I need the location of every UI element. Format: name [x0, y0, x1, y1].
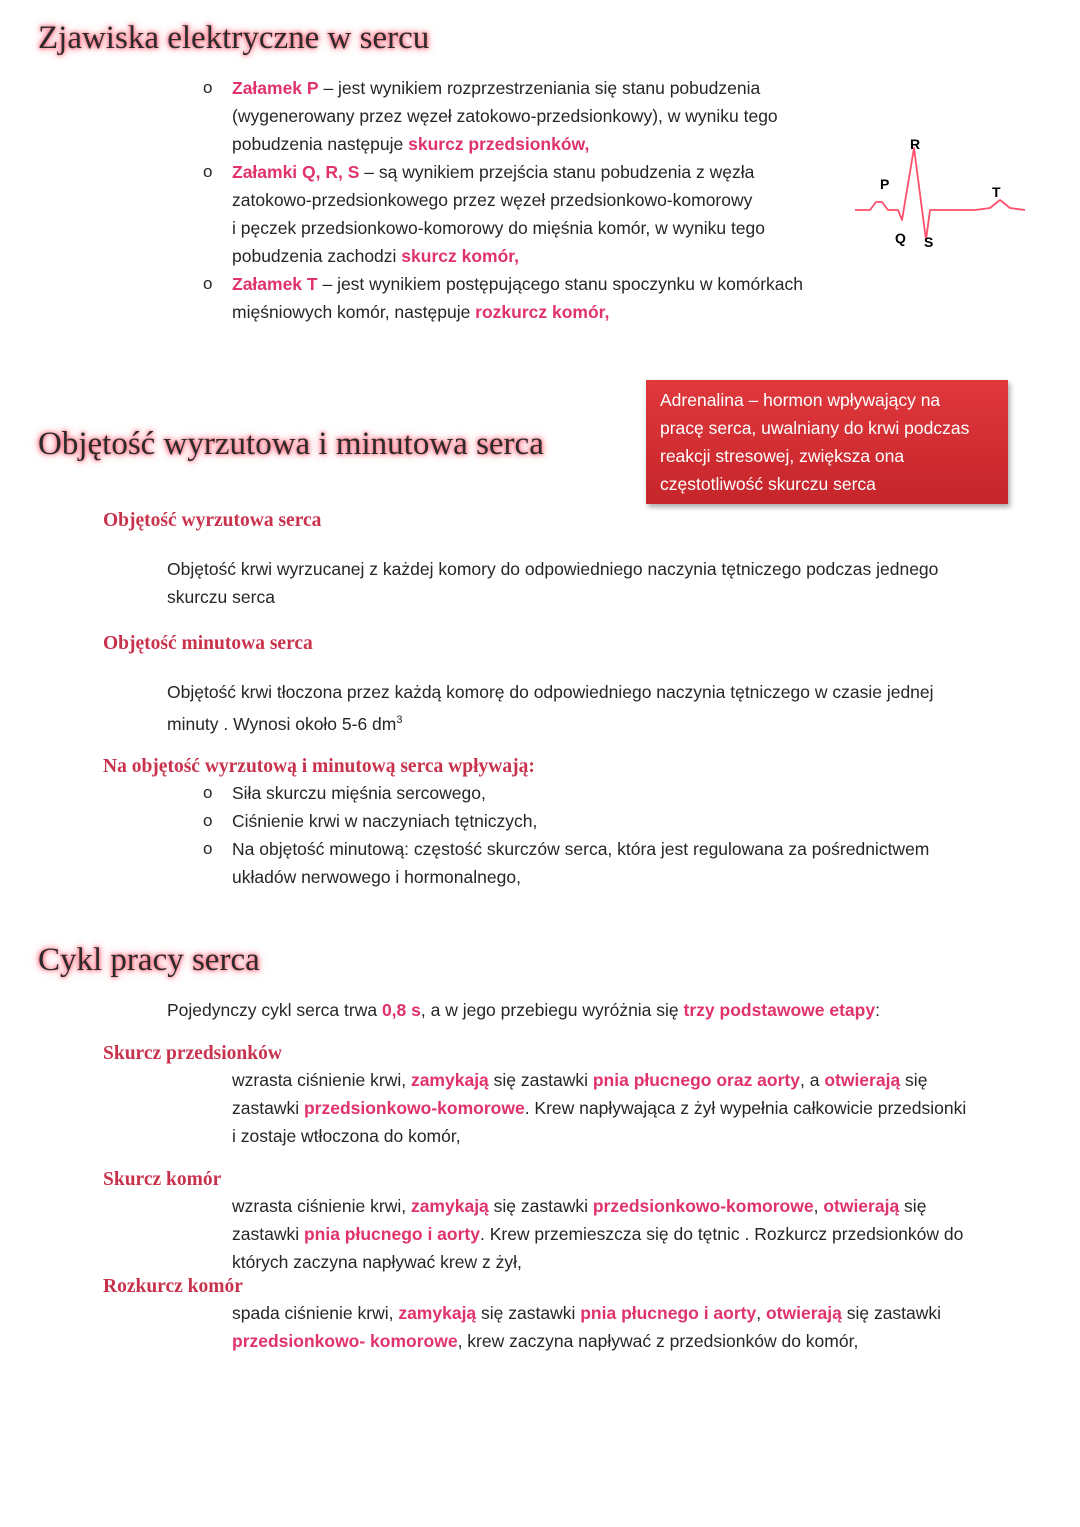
text: spada ciśnienie krwi, — [232, 1303, 399, 1323]
highlight: rozkurcz komór, — [475, 302, 610, 322]
ecg-diagram — [850, 130, 1035, 255]
ecg-label-r: R — [910, 136, 921, 152]
highlight: zamykają — [398, 1303, 477, 1323]
ecg-label-t: T — [992, 184, 1001, 200]
atrial-line-1 — [232, 1066, 927, 1094]
text: , a — [799, 1070, 825, 1090]
highlight: skurcz komór, — [401, 246, 519, 266]
text: : — [875, 1000, 880, 1020]
stroke-volume-line-2: skurczu serca — [167, 587, 275, 607]
text: się — [900, 1070, 928, 1090]
highlight: zamykają — [410, 1070, 489, 1090]
heading-electrical: Zjawiska elektryczne w sercu — [38, 20, 430, 56]
text: się zastawki — [476, 1303, 581, 1323]
callout-line: Adrenalina – hormon wpływający na — [660, 390, 941, 410]
factor-item: Na objętość minutową: częstość skurczów serca, która jest regulowana za pośrednictwem — [232, 839, 930, 859]
heading-volume: Objętość wyrzutowa i minutowa serca — [38, 426, 544, 462]
highlight: przedsionkowo-komorowe — [592, 1196, 814, 1216]
bullet: o — [203, 811, 213, 830]
minute-volume-line-1: Objętość krwi tłoczona przez każdą komorę do odpowiedniego naczynia tętniczego w czasie jednej — [167, 682, 934, 702]
t-wave-text: mięśniowych komór, następuje — [232, 302, 476, 322]
highlight: otwierają — [765, 1303, 842, 1323]
subheading-factors: Na objętość wyrzutową i minutową serca wpływają: — [103, 756, 535, 777]
heading-cycle: Cykl pracy serca — [38, 942, 260, 978]
text: , a w jego przebiegu wyróżnia się — [420, 1000, 684, 1020]
text: , — [756, 1303, 766, 1323]
callout-line: pracę serca, uwalniany do krwi podczas — [660, 418, 970, 438]
qrs-text: pobudzenia zachodzi — [232, 246, 402, 266]
subheading-ventricular-systole: Skurcz komór — [103, 1169, 222, 1190]
adrenaline-callout — [646, 380, 1008, 504]
subheading-atrial-systole: Skurcz przedsionków — [103, 1043, 282, 1064]
p-wave-line-2: (wygenerowany przez węzeł zatokowo-przedsionkowy), w wyniku tego — [232, 106, 778, 126]
text: , — [813, 1196, 824, 1216]
text: , krew zaczyna napływać z przedsionków do komór, — [457, 1331, 859, 1351]
atrial-line-2 — [232, 1094, 966, 1122]
bullet: o — [203, 162, 213, 181]
stroke-volume-line-1: Objętość krwi wyrzucanej z każdej komory do odpowiedniego naczynia tętniczego podczas jednego — [167, 559, 939, 579]
relaxation-line-1 — [232, 1299, 941, 1327]
factor-item: Ciśnienie krwi w naczyniach tętniczych, — [232, 811, 538, 831]
qrs-line-4 — [232, 242, 519, 270]
highlight: 0,8 s — [381, 1000, 421, 1020]
highlight: pnia płucnego i aorty — [303, 1224, 480, 1244]
superscript: 3 — [396, 714, 403, 726]
highlight: pnia płucnego i aorty — [580, 1303, 757, 1323]
subheading-stroke-volume: Objętość wyrzutowa serca — [103, 510, 322, 531]
ventricular-line-3: których zaczyna napływać krew z żył, — [232, 1252, 522, 1272]
relaxation-line-2 — [232, 1327, 858, 1355]
ecg-label-s: S — [924, 234, 934, 250]
text: Pojedynczy cykl serca trwa — [167, 1000, 382, 1020]
highlight: przedsionkowo-komorowe — [303, 1098, 525, 1118]
text: . Krew przemieszcza się do tętnic . Rozkurcz przedsionków do — [479, 1224, 964, 1244]
highlight: otwierają — [824, 1070, 901, 1090]
callout-line: częstotliwość skurczu serca — [660, 474, 876, 494]
ecg-label-q: Q — [895, 230, 906, 246]
highlight: pnia płucnego oraz aorty — [592, 1070, 800, 1090]
text: . Krew napływająca z żył wypełnia całkowicie przedsionki — [524, 1098, 967, 1118]
bullet: o — [203, 839, 213, 858]
subheading-minute-volume: Objętość minutowa serca — [103, 633, 313, 654]
text: wzrasta ciśnienie krwi, — [232, 1070, 411, 1090]
text: zastawki — [232, 1098, 304, 1118]
t-wave-label: Załamek T — [232, 274, 318, 294]
highlight: trzy podstawowe etapy — [683, 1000, 876, 1020]
qrs-line-3: i pęczek przedsionkowo-komorowy do mięśnia komór, w wyniku tego — [232, 218, 766, 238]
p-wave-text: pobudzenia następuje — [232, 134, 409, 154]
minute-volume-line-2 — [167, 706, 403, 738]
text: zastawki — [232, 1224, 304, 1244]
p-wave-line-1 — [232, 74, 760, 102]
ecg-label-p: P — [880, 176, 890, 192]
cycle-intro — [167, 996, 880, 1024]
p-wave-label: Załamek P — [232, 78, 319, 98]
text: się zastawki — [841, 1303, 942, 1323]
factor-item: Siła skurczu mięśnia sercowego, — [232, 783, 486, 803]
highlight: skurcz przedsionków, — [408, 134, 590, 154]
highlight: zamykają — [410, 1196, 489, 1216]
text: się — [899, 1196, 927, 1216]
bullet: o — [203, 78, 213, 97]
subheading-ventricular-diastole: Rozkurcz komór — [103, 1276, 243, 1297]
ventricular-line-1 — [232, 1192, 926, 1220]
highlight: przedsionkowo- komorowe — [232, 1331, 458, 1351]
bullet: o — [203, 274, 213, 293]
t-wave-line-2 — [232, 298, 609, 326]
t-wave-text: – jest wynikiem postępującego stanu spoczynku w komórkach — [317, 274, 803, 294]
factor-item: układów nerwowego i hormonalnego, — [232, 867, 521, 887]
qrs-line-2: zatokowo-przedsionkowego przez węzeł przedsionkowo-komorowy — [232, 190, 753, 210]
callout-line: reakcji stresowej, zwiększa ona — [660, 446, 905, 466]
qrs-line-1 — [232, 158, 754, 186]
text: się zastawki — [488, 1196, 593, 1216]
qrs-label: Załamki Q, R, S — [232, 162, 360, 182]
highlight: otwierają — [823, 1196, 900, 1216]
ventricular-line-2 — [232, 1220, 963, 1248]
text: się zastawki — [488, 1070, 593, 1090]
text: wzrasta ciśnienie krwi, — [232, 1196, 411, 1216]
minute-volume-text: minuty . Wynosi około 5-6 dm — [167, 713, 397, 734]
bullet: o — [203, 783, 213, 802]
qrs-text: – są wynikiem przejścia stanu pobudzenia z węzła — [359, 162, 755, 182]
t-wave-line-1 — [232, 270, 803, 298]
atrial-line-3: i zostaje wtłoczona do komór, — [232, 1126, 461, 1146]
p-wave-line-3 — [232, 130, 589, 158]
p-wave-text: – jest wynikiem rozprzestrzeniania się stanu pobudzenia — [318, 78, 761, 98]
